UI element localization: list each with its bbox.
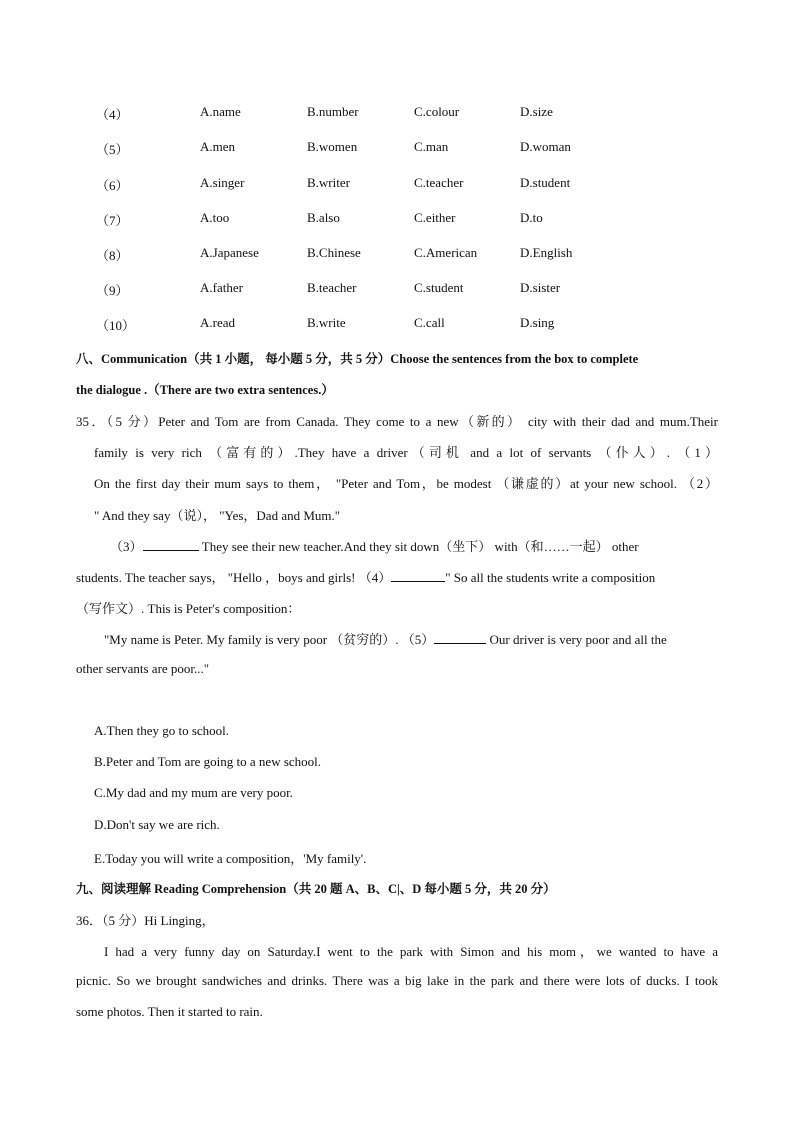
section9-heading: 九、阅读理解 Reading Comprehension（共 20 题 A、B、C|、D 每小题 5 分，共 20 分） [76, 882, 556, 896]
question-number: （7） [96, 213, 129, 228]
option-c: C.call [414, 315, 445, 330]
section8-heading-line1: 八、Communication（共 1 小题， 每小题 5 分，共 5 分）Choose the sentences from the box to complete [76, 352, 639, 366]
q35-line5-text: They see their new teacher.And they sit down（坐下） with（和……一起） other [198, 539, 639, 554]
option-d: D.to [520, 210, 543, 225]
option-a: A.singer [200, 175, 245, 190]
q35-line3: On the first day their mum says to them， "Peter and Tom，be modest （谦虚的）at your new school. （2） [94, 476, 718, 491]
q36-greeting: 36．（5 分）Hi Linging， [76, 913, 215, 928]
option-a: A.read [200, 315, 236, 330]
q35-line4: " And they say（说）， "Yes，Dad and Mum." [94, 508, 341, 523]
q35-line6-text: students. The teacher says， "Hello ，boys and girls! （4） [76, 570, 392, 585]
option-row [0, 139, 794, 159]
choice-c: C.My dad and my mum are very poor. [94, 785, 293, 800]
section8-heading-line2: the dialogue .（There are two extra sentences.） [76, 383, 334, 397]
q35-line8-text: "My name is Peter. My family is very poor （贫穷的）. （5） [104, 632, 435, 647]
option-d: D.student [520, 175, 571, 190]
choice-b: B.Peter and Tom are going to a new school. [94, 754, 322, 769]
q35-line6-tail: " So all the students write a composition [445, 570, 656, 585]
option-d: D.sister [520, 280, 561, 295]
option-a: A.too [200, 210, 230, 225]
q35-line7: （写作文）. This is Peter's composition： [76, 601, 301, 616]
option-a: A.father [200, 280, 243, 295]
option-c: C.teacher [414, 175, 464, 190]
choice-a: A.Then they go to school. [94, 723, 230, 738]
option-c: C.student [414, 280, 464, 295]
option-b: B.write [307, 315, 346, 330]
q36-line3: picnic. So we brought sandwiches and drinks. There was a big lake in the park and there were lots of ducks. I took [76, 973, 718, 988]
option-c: C.American [414, 245, 478, 260]
option-b: B.women [307, 139, 358, 154]
option-c: C.man [414, 139, 449, 154]
question-number: （6） [96, 178, 129, 193]
option-row [0, 210, 794, 230]
answer-blank[interactable] [434, 631, 486, 644]
q35-line6 [76, 567, 718, 586]
option-d: D.woman [520, 139, 571, 154]
question-number: （4） [96, 107, 129, 122]
option-b: B.writer [307, 175, 350, 190]
question-number: （9） [96, 283, 129, 298]
option-row [0, 104, 794, 124]
option-d: D.English [520, 245, 573, 260]
q35-line2: family is very rich （富有的）.They have a driver（司机 and a lot of servants （仆人）. （1） [94, 445, 718, 460]
q35-line1: 35．（5 分）Peter and Tom are from Canada. They come to a new（新的） city with their dad and mum.Their [76, 414, 718, 429]
option-row [0, 280, 794, 300]
question-number: （10） [96, 318, 136, 333]
q35-line9: other servants are poor..." [76, 661, 210, 676]
option-b: B.number [307, 104, 359, 119]
option-row [0, 315, 794, 335]
answer-blank[interactable] [391, 569, 445, 582]
question-number: （5） [96, 142, 129, 157]
option-row [0, 175, 794, 195]
choice-d: D.Don't say we are rich. [94, 817, 220, 832]
option-b: B.also [307, 210, 340, 225]
option-c: C.colour [414, 104, 460, 119]
option-c: C.either [414, 210, 456, 225]
choice-e: E.Today you will write a composition，'My family'. [94, 851, 367, 866]
answer-blank[interactable] [143, 538, 199, 551]
q35-line5 [110, 536, 718, 555]
q35-line8 [104, 629, 718, 648]
option-b: B.teacher [307, 280, 357, 295]
option-d: D.sing [520, 315, 555, 330]
question-number: （8） [96, 248, 129, 263]
option-a: A.Japanese [200, 245, 259, 260]
option-row [0, 245, 794, 265]
option-a: A.name [200, 104, 241, 119]
q36-line2: I had a very funny day on Saturday.I went to the park with Simon and his mom，we wanted to have a [104, 944, 718, 959]
option-b: B.Chinese [307, 245, 361, 260]
q36-line4: some photos. Then it started to rain. [76, 1004, 263, 1019]
option-a: A.men [200, 139, 236, 154]
option-d: D.size [520, 104, 553, 119]
q35-line8-tail: Our driver is very poor and all the [486, 632, 667, 647]
blank-number: （3） [110, 539, 143, 554]
